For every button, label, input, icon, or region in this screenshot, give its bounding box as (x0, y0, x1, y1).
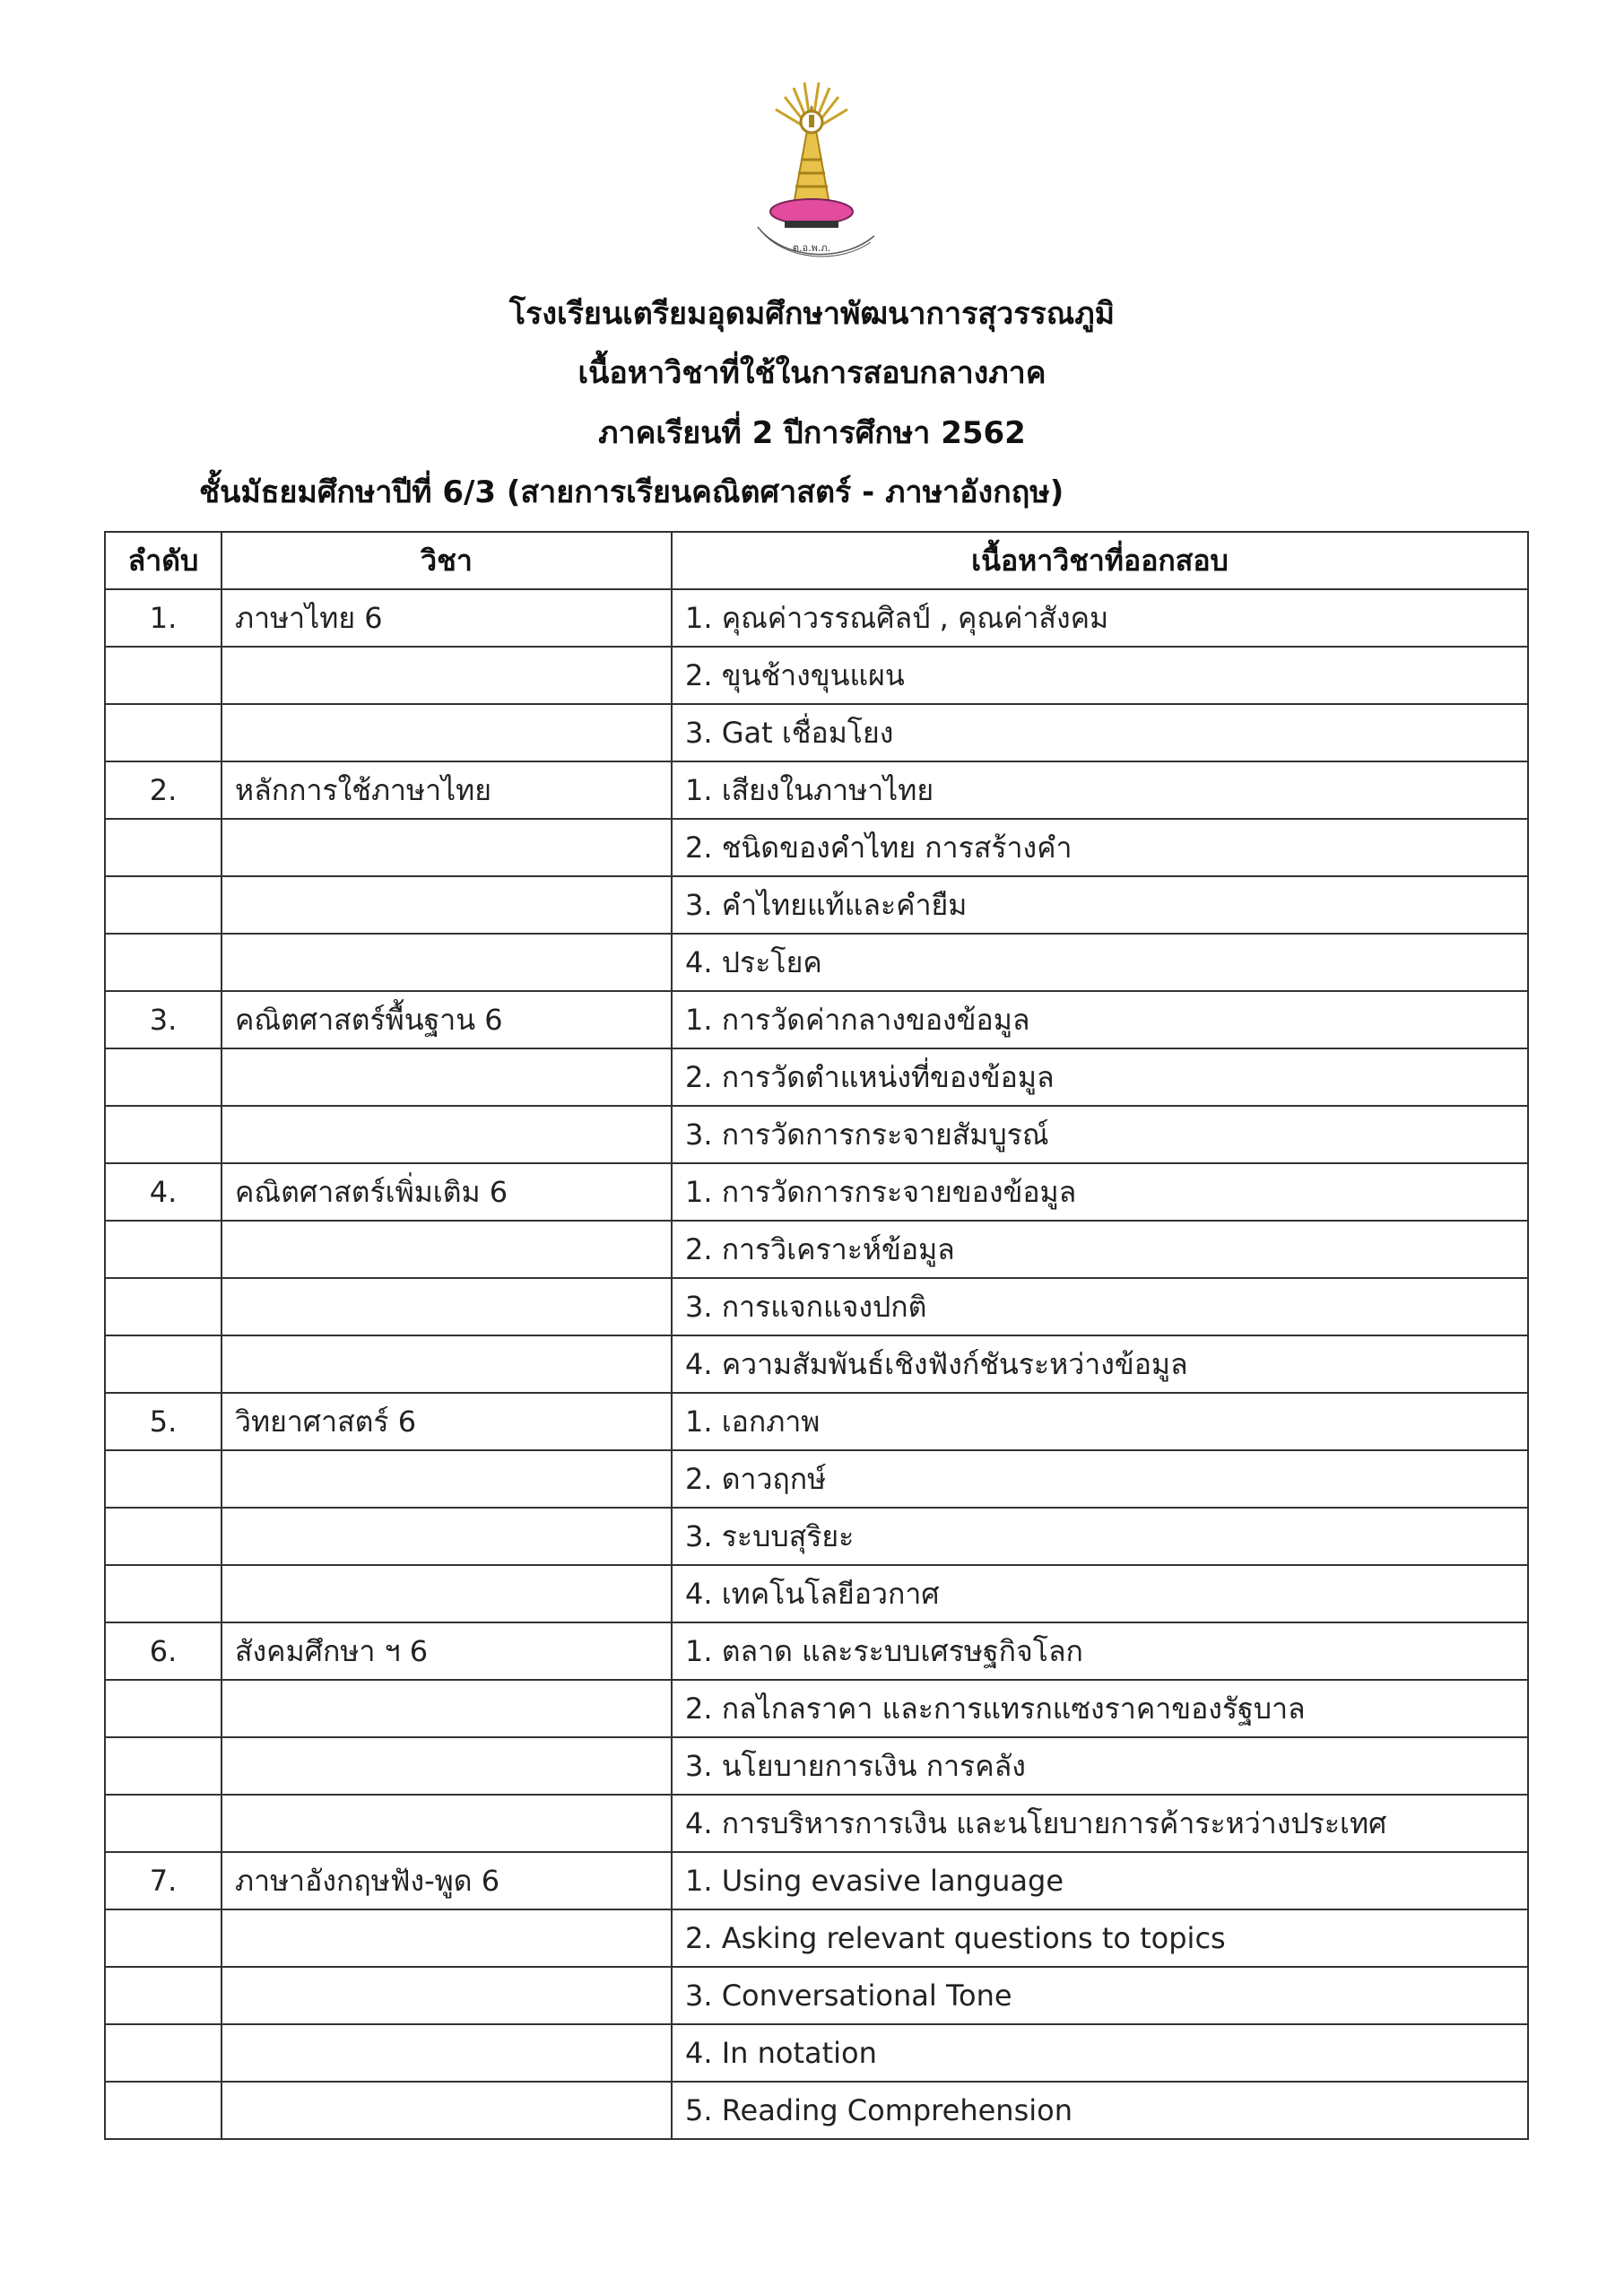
order-cell (105, 876, 221, 934)
subject-cell (221, 2024, 672, 2082)
content-cell: 5. Reading Comprehension (672, 2082, 1528, 2139)
content-cell: 2. ชนิดของคำไทย การสร้างคำ (672, 819, 1528, 876)
table-row (105, 876, 1528, 934)
content-cell: 3. ระบบสุริยะ (672, 1508, 1528, 1565)
content-cell: 3. Gat เชื่อมโยง (672, 704, 1528, 761)
order-cell (105, 1565, 221, 1622)
content-cell: 2. กลไกลราคา และการแทรกแซงราคาของรัฐบาล (672, 1680, 1528, 1737)
subject-cell (221, 1909, 672, 1967)
order-cell (105, 1221, 221, 1278)
table-row (105, 1852, 1528, 1909)
order-cell: 7. (105, 1852, 221, 1909)
subject-cell (221, 647, 672, 704)
subject-cell: หลักการใช้ภาษาไทย (221, 761, 672, 819)
order-cell (105, 1680, 221, 1737)
subject-cell: คณิตศาสตร์พื้นฐาน 6 (221, 991, 672, 1048)
table-row (105, 1450, 1528, 1508)
content-cell: 2. การวิเคราะห์ข้อมูล (672, 1221, 1528, 1278)
table-row (105, 991, 1528, 1048)
order-cell (105, 2024, 221, 2082)
content-cell: 4. In notation (672, 2024, 1528, 2082)
table-row (105, 1909, 1528, 1967)
table-row (105, 1278, 1528, 1335)
subject-cell (221, 1795, 672, 1852)
table-row (105, 1967, 1528, 2024)
subject-cell (221, 1335, 672, 1393)
content-cell: 3. การวัดการกระจายสัมบูรณ์ (672, 1106, 1528, 1163)
table-row (105, 647, 1528, 704)
document-title: เนื้อหาวิชาที่ใช้ในการสอบกลางภาค (578, 355, 1046, 391)
table-row (105, 1393, 1528, 1450)
subject-cell: ภาษาไทย 6 (221, 589, 672, 647)
subject-cell (221, 1737, 672, 1795)
table-row (105, 1680, 1528, 1737)
subject-cell (221, 1106, 672, 1163)
table-row (105, 1565, 1528, 1622)
order-cell (105, 1795, 221, 1852)
content-cell: 3. นโยบายการเงิน การคลัง (672, 1737, 1528, 1795)
table-row (105, 1335, 1528, 1393)
content-cell: 1. การวัดค่ากลางของข้อมูล (672, 991, 1528, 1048)
subject-cell (221, 1967, 672, 2024)
order-cell: 2. (105, 761, 221, 819)
content-cell: 3. คำไทยแท้และคำยืม (672, 876, 1528, 934)
order-cell (105, 1278, 221, 1335)
content-cell: 2. การวัดตำแหน่งที่ของข้อมูล (672, 1048, 1528, 1106)
subject-cell: สังคมศึกษา ฯ 6 (221, 1622, 672, 1680)
order-cell (105, 1909, 221, 1967)
subject-cell (221, 1680, 672, 1737)
svg-text:ต.อ.พ.ภ.: ต.อ.พ.ภ. (792, 242, 831, 254)
exam-content-table (104, 531, 1529, 2140)
subject-cell (221, 819, 672, 876)
subject-cell (221, 1048, 672, 1106)
order-cell (105, 1106, 221, 1163)
order-cell (105, 1508, 221, 1565)
school-name: โรงเรียนเตรียมอุดมศึกษาพัฒนาการสุวรรณภูมิ (508, 296, 1116, 332)
content-cell: 2. Asking relevant questions to topics (672, 1909, 1528, 1967)
column-header-subject: วิชา (221, 532, 672, 589)
table-row (105, 761, 1528, 819)
content-cell: 1. เสียงในภาษาไทย (672, 761, 1528, 819)
subject-cell (221, 1278, 672, 1335)
order-cell: 6. (105, 1622, 221, 1680)
content-cell: 4. ความสัมพันธ์เชิงฟังก์ชันระหว่างข้อมูล (672, 1335, 1528, 1393)
table-row (105, 1622, 1528, 1680)
subject-cell: คณิตศาสตร์เพิ่มเติม 6 (221, 1163, 672, 1221)
content-cell: 4. การบริหารการเงิน และนโยบายการค้าระหว่างประเทศ (672, 1795, 1528, 1852)
order-cell (105, 2082, 221, 2139)
content-cell: 3. Conversational Tone (672, 1967, 1528, 2024)
order-cell: 3. (105, 991, 221, 1048)
content-cell: 1. คุณค่าวรรณศิลป์ , คุณค่าสังคม (672, 589, 1528, 647)
table-row (105, 704, 1528, 761)
order-cell (105, 704, 221, 761)
column-header-order: ลำดับ (105, 532, 221, 589)
table-row (105, 934, 1528, 991)
order-cell: 4. (105, 1163, 221, 1221)
subject-cell (221, 934, 672, 991)
content-cell: 4. ประโยค (672, 934, 1528, 991)
content-cell: 3. การแจกแจงปกติ (672, 1278, 1528, 1335)
subject-cell: ภาษาอังกฤษฟัง-พูด 6 (221, 1852, 672, 1909)
subject-cell (221, 1565, 672, 1622)
subject-cell (221, 2082, 672, 2139)
content-cell: 1. การวัดการกระจายของข้อมูล (672, 1163, 1528, 1221)
order-cell (105, 934, 221, 991)
order-cell (105, 1335, 221, 1393)
table-row (105, 819, 1528, 876)
subject-cell (221, 876, 672, 934)
content-cell: 2. ขุนช้างขุนแผน (672, 647, 1528, 704)
table-row (105, 589, 1528, 647)
order-cell: 1. (105, 589, 221, 647)
table-row (105, 1221, 1528, 1278)
class-line: ชั้นมัธยมศึกษาปีที่ 6/3 (สายการเรียนคณิตศาสตร์ - ภาษาอังกฤษ) (199, 474, 1064, 510)
order-cell (105, 1048, 221, 1106)
order-cell: 5. (105, 1393, 221, 1450)
order-cell (105, 819, 221, 876)
content-cell: 1. Using evasive language (672, 1852, 1528, 1909)
subject-cell (221, 1450, 672, 1508)
table-row (105, 1508, 1528, 1565)
order-cell (105, 1967, 221, 2024)
order-cell (105, 1737, 221, 1795)
table-row (105, 2024, 1528, 2082)
content-cell: 1. เอกภาพ (672, 1393, 1528, 1450)
table-header-row (105, 532, 1528, 589)
table-row (105, 2082, 1528, 2139)
subject-cell: วิทยาศาสตร์ 6 (221, 1393, 672, 1450)
table-row (105, 1106, 1528, 1163)
order-cell (105, 647, 221, 704)
column-header-content: เนื้อหาวิชาที่ออกสอบ (672, 532, 1528, 589)
content-cell: 4. เทคโนโลยีอวกาศ (672, 1565, 1528, 1622)
school-emblem-logo (731, 70, 928, 258)
subject-cell (221, 704, 672, 761)
table-row (105, 1163, 1528, 1221)
table-row (105, 1048, 1528, 1106)
term-line: ภาคเรียนที่ 2 ปีการศึกษา 2562 (598, 415, 1026, 451)
content-cell: 2. ดาวฤกษ์ (672, 1450, 1528, 1508)
subject-cell (221, 1508, 672, 1565)
content-cell: 1. ตลาด และระบบเศรษฐกิจโลก (672, 1622, 1528, 1680)
table-row (105, 1795, 1528, 1852)
subject-cell (221, 1221, 672, 1278)
table-row (105, 1737, 1528, 1795)
order-cell (105, 1450, 221, 1508)
